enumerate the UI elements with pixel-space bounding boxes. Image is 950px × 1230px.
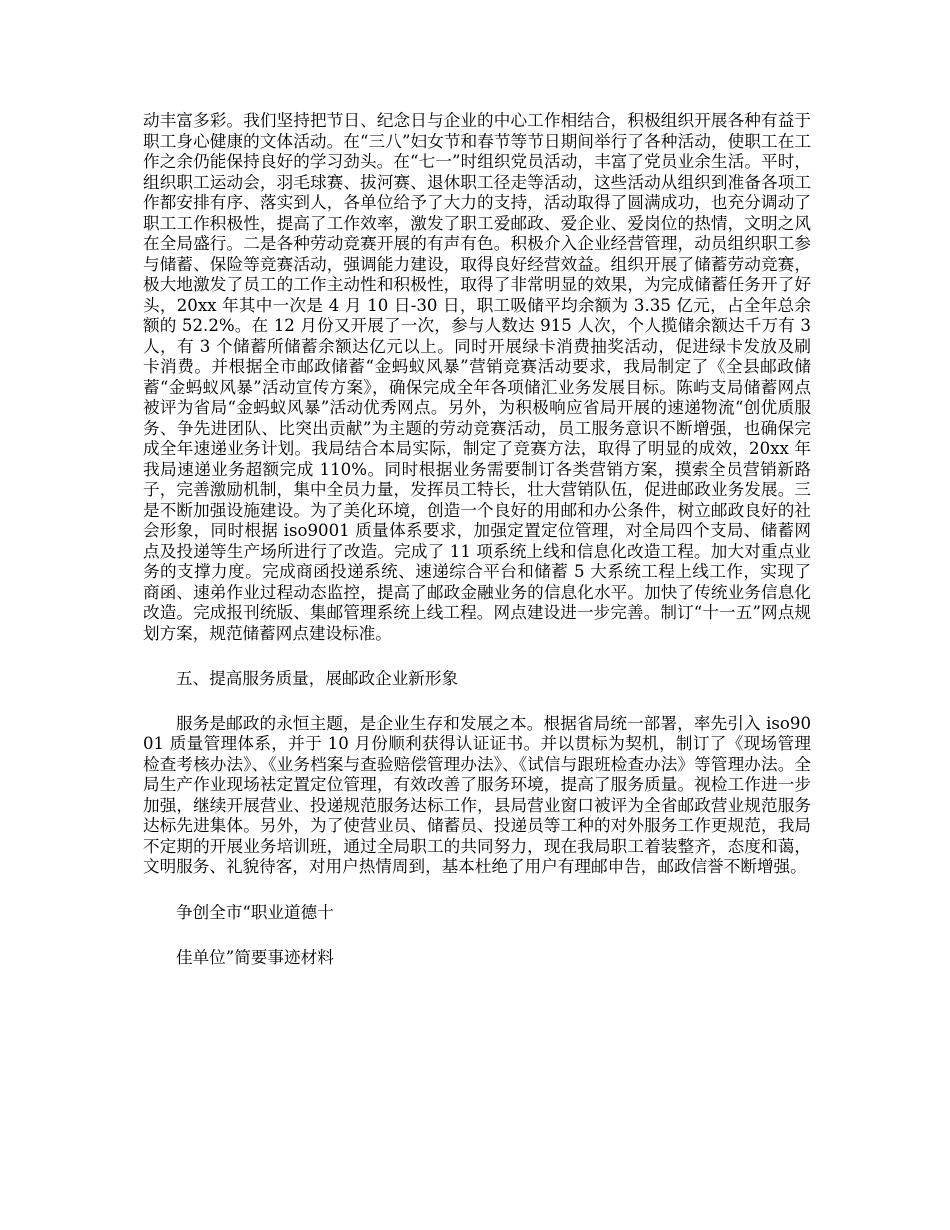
title-line-1: 争创全市“职业道德十 [176, 902, 334, 922]
section-heading: 五、提高服务质量，展邮政企业新形象 [176, 669, 459, 688]
title-line-2: 佳单位”简要事迹材料 [176, 948, 334, 967]
body-paragraph-1: 动丰富多彩。我们坚持把节日、纪念日与企业的中心工作相结合，积极组织开展各种有益于职工身心健康的文体活动。在“三八”妇女节和春节等节日期间举行了各种活动，使职工在工作之余仍能保持良好的学习劲头。在“七一”时组织党员活动，丰富了党员业余生活。平时，组织职工运动会，羽毛球赛、拔河赛、退休职工径走等活动，这些活动从组织到准备各项工作都安排有序、落实到人，各单位给予了大力的支持，活动取得了圆满成功，也充分调动了职工工作积极性，提高了工作效率，激发了职工爱邮政、爱企业、爱岗位的热情，文明之风在全局盛行。二是各种劳动竞赛开展的有声有色。积极介入企业经营管理，动员组织职工参与储蓄、保险等竞赛活动，强调能力建设，取得良好经营效益。组织开展了储蓄劳动竞赛，极大地激发了员工的工作主动性和积极性，取得了非常明显的效果，为完成储蓄任务开了好头，20xx 年其中一次是 4 月 10 日-30 日，职工吸储平均余额为 3.35 亿元，占全年总余额的 52.2%。在 12 月份又开展了一次，参与人数达 915 人次，个人揽储余额达千万有 3 人，有 3 个储蓄所储蓄余额达亿元以上。同时开展绿卡消费抽奖活动，促进绿卡发放及刷卡消费。并根据全市邮政储蓄“金蚂蚁风暴”营销竞赛活动要求，我局制定了《全县邮政储蓄“金蚂蚁风暴”活动宣传方案》，确保完成全年各项储汇业务发展目标。陈屿支局储蓄网点被评为省局“金蚂蚁风暴”活动优秀网点。另外，为积极响应省局开展的速递物流“创优质服务、争先进团队、比突出贡献”为主题的劳动竞赛活动，员工服务意识不断增强，也确保完成全年速递业务计划。我局结合本局实际，制定了竞赛方法，取得了明显的成效，20xx 年我局速递业务超额完成 110%。同时根据业务需要制订各类营销方案，摸索全员营销新路子，完善激励机制，集中全员力量，发挥员工特长，壮大营销队伍，促进邮政业务发展。三是不断加强设施建设。为了美化环境，创造一个良好的用邮和办公条件，树立邮政良好的社会形象，同时根据 iso9001 质量体系要求，加强定置定位管理，对全局四个支局、储蓄网点及投递等生产场所进行了改造。完成了 11 项系统上线和信息化改造工程。加大对重点业务的支撑力度。完成商函投递系统、速递综合平台和储蓄 5 大系统工程上线工作，实现了商函、速弟作业过程动态监控，提高了邮政金融业务的信息化水平。加快了传统业务信息化改造。完成报刊统版、集邮管理系统上线工程。网点建设进一步完善。制订“十一五”网点规划方案，规范储蓄网点建设标准。 [143, 111, 811, 643]
document-page [143, 111, 811, 969]
body-paragraph-2: 服务是邮政的永恒主题，是企业生存和发展之本。根据省局统一部署，率先引入 iso9001 质量管理体系，并于 10 月份顺利获得认证证书。并以贯标为契机，制订了《现场管理检查考核办法》、《业务档案与查验赔偿管理办法》、《试信与跟班检查办法》等管理办法。全局生产作业现场袪定置定位管理，有效改善了服务环境，提高了服务质量。视检工作进一步加强，继续开展营业、投递规范服务达标工作，县局营业窗口被评为全省邮政营业规范服务达标先进集体。另外，为了使营业员、储蓄员、投递员等工种的对外服务工作更规范，我局不定期的开展业务培训班，通过全局职工的共同努力，现在我局职工着装整齐，态度和蔼，文明服务、礼貌待客，对用户热情周到，基本杜绝了用户有理邮申告，邮政信誉不断增强。 [143, 713, 811, 876]
